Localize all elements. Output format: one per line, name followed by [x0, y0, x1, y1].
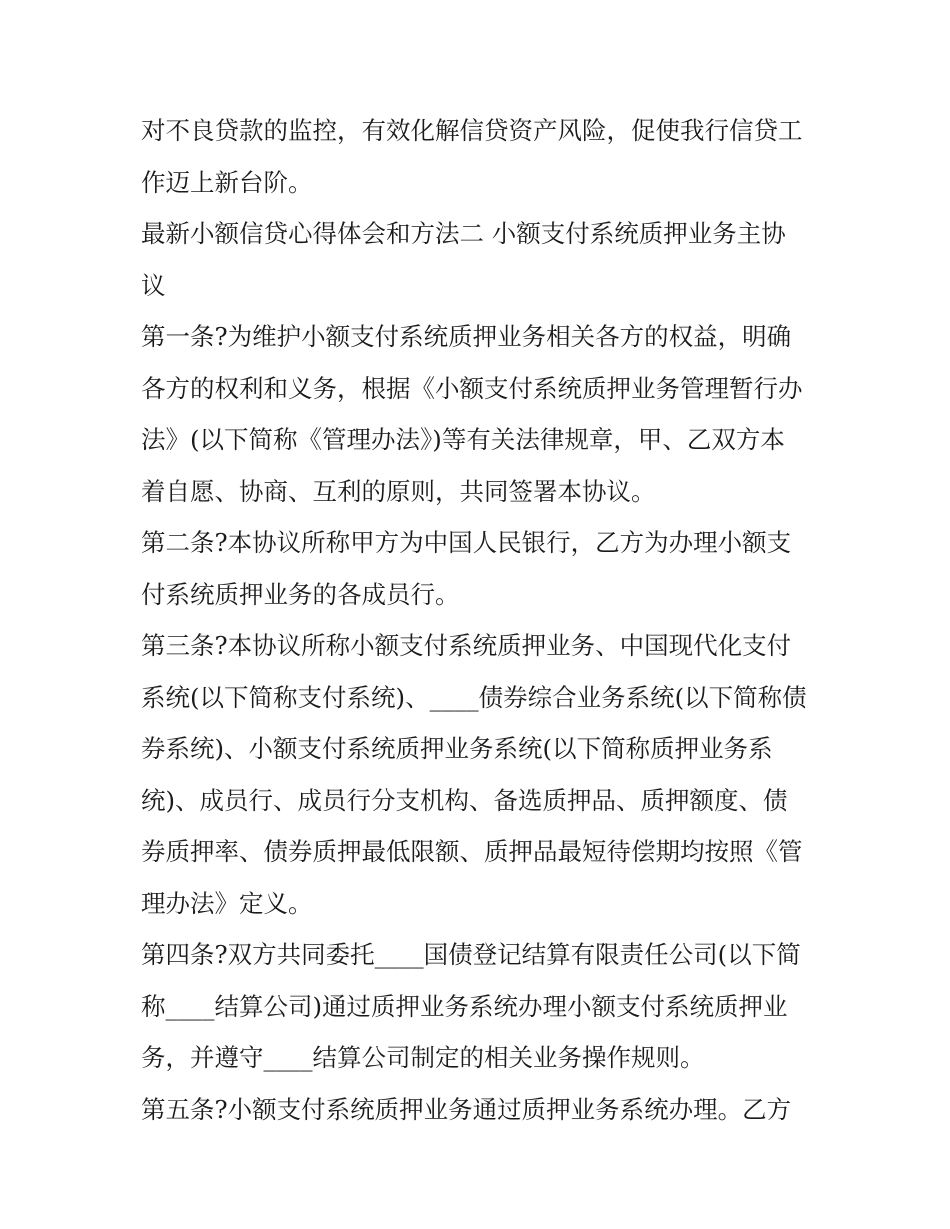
- article-3-line: 统)、成员行、成员行分支机构、备选质押品、质押额度、债: [141, 785, 788, 815]
- article-2-line: 第二条?本协议所称甲方为中国人民银行，乙方为办理小额支: [141, 528, 792, 557]
- section-heading-continued: 议: [141, 270, 166, 300]
- article-4-line: 第四条?双方共同委托____国债登记结算有限责任公司(以下简: [141, 940, 801, 969]
- article-2-line: 付系统质押业务的各成员行。: [141, 579, 460, 609]
- document-body: [141, 105, 821, 1135]
- text-line: 对不良贷款的监控，有效化解信贷资产风险，促使我行信贷工: [141, 116, 803, 145]
- article-3-line: 券质押率、债券质押最低限额、质押品最短待偿期均按照《管: [141, 837, 803, 866]
- article-4-line: 务，并遵守____结算公司制定的相关业务操作规则。: [141, 1043, 705, 1072]
- text-line: 作迈上新台阶。: [141, 167, 313, 197]
- article-1-line: 各方的权利和义务，根据《小额支付系统质押业务管理暂行办: [141, 373, 803, 403]
- article-3-line: 第三条?本协议所称小额支付系统质押业务、中国现代化支付: [141, 631, 792, 660]
- article-5-line: 第五条?小额支付系统质押业务通过质押业务系统办理。乙方: [141, 1094, 792, 1124]
- article-1-line: 第一条?为维护小额支付系统质押业务相关各方的权益，明确: [141, 322, 792, 351]
- article-3-line: 理办法》定义。: [141, 888, 313, 918]
- section-heading: 最新小额信贷心得体会和方法二 小额支付系统质押业务主协: [141, 219, 786, 248]
- article-1-line: 着自愿、协商、互利的原则，共同签署本协议。: [141, 476, 656, 506]
- article-3-line: 券系统)、小额支付系统质押业务系统(以下简称质押业务系: [141, 734, 773, 763]
- article-4-line: 称____结算公司)通过质押业务系统办理小额支付系统质押业: [141, 991, 788, 1021]
- article-3-line: 系统(以下简称支付系统)、____债券综合业务系统(以下简称债: [141, 682, 807, 712]
- article-1-line: 法》(以下简称《管理办法》)等有关法律规章，甲、乙双方本: [141, 425, 785, 454]
